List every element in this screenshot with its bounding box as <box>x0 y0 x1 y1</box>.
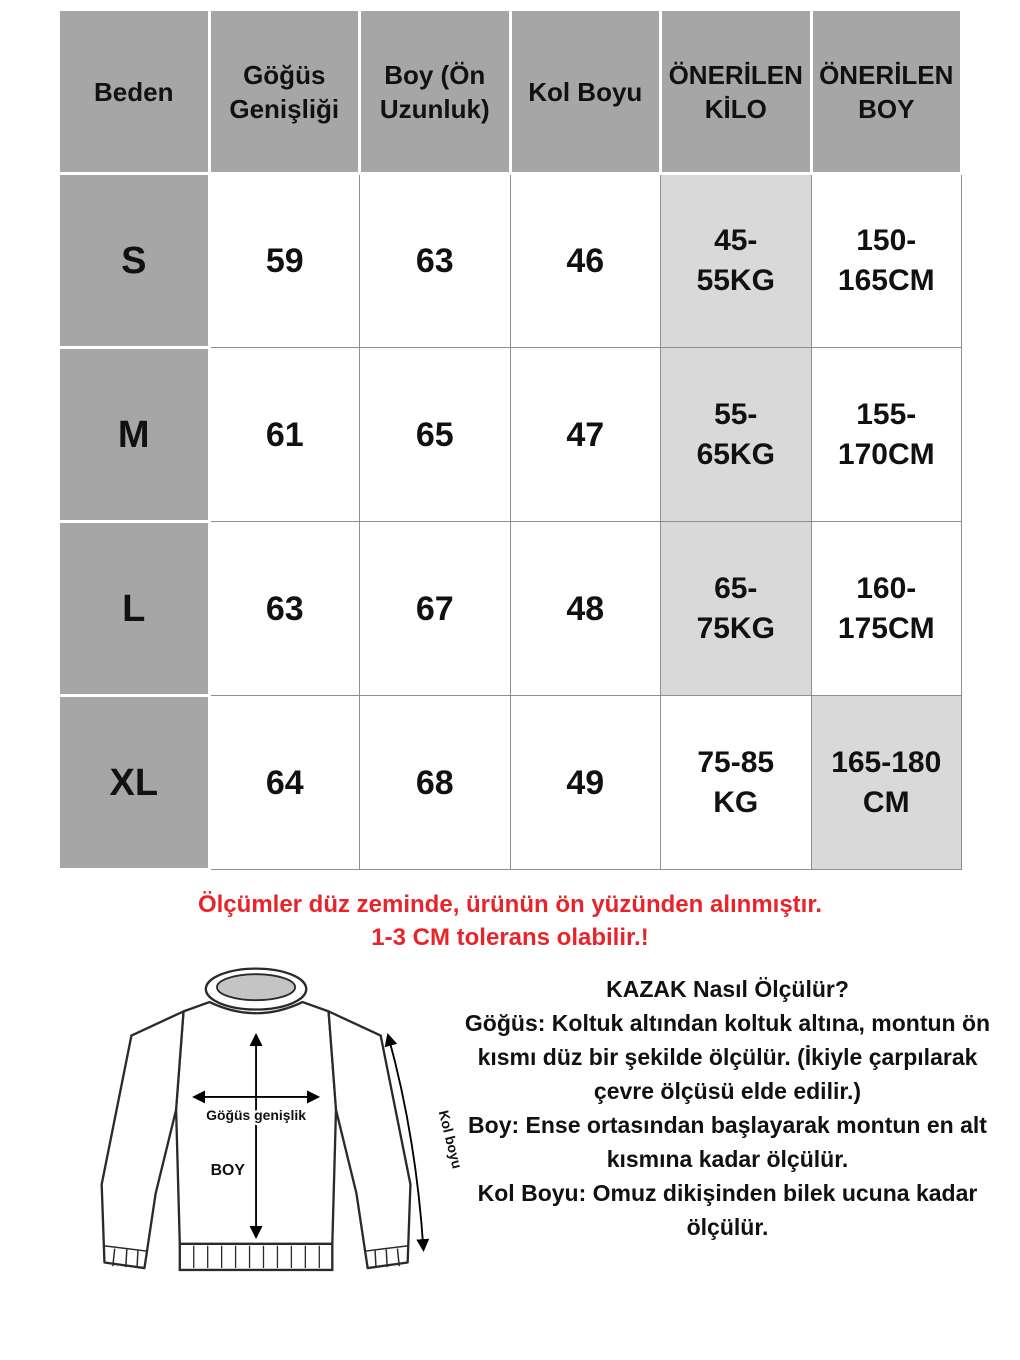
size-table <box>57 8 963 871</box>
sweater-hem <box>180 1244 333 1270</box>
cell-height: 155- 170CM <box>811 348 962 522</box>
header-row <box>59 10 962 174</box>
chest-width-label: Göğüs genişlik <box>206 1107 307 1124</box>
header-kol-boyu: Kol Boyu <box>510 10 661 174</box>
cell-weight: 75-85 KG <box>661 696 812 870</box>
cell-sleeve: 49 <box>510 696 661 870</box>
instructions-line: çevre ölçüsü elde edilir.) <box>593 1078 862 1104</box>
sleeve-length-label: Kol boyu <box>435 1108 466 1171</box>
measure-instructions <box>455 972 1000 1244</box>
sweater-diagram <box>70 950 470 1322</box>
cell-length: 68 <box>360 696 511 870</box>
cell-length: 65 <box>360 348 511 522</box>
cell-height: 150- 165CM <box>811 174 962 348</box>
measurement-note-line2: 1-3 CM tolerans olabilir.! <box>371 924 649 951</box>
header-beden: Beden <box>59 10 210 174</box>
instructions-line: kısmı düz bir şekilde ölçülür. (İkiyle çarpılarak <box>477 1044 978 1070</box>
table-row-l <box>59 522 962 696</box>
table-row-xl <box>59 696 962 870</box>
measurement-note-line1: Ölçümler düz zeminde, ürünün ön yüzünden alınmıştır. <box>197 891 823 918</box>
sweater-right-sleeve <box>329 1011 411 1268</box>
instructions-line: ölçülür. <box>686 1214 769 1240</box>
cell-chest: 63 <box>209 522 360 696</box>
instructions-title: KAZAK Nasıl Ölçülür? <box>606 976 849 1002</box>
table-row-m <box>59 348 962 522</box>
cell-height: 160- 175CM <box>811 522 962 696</box>
cell-length: 67 <box>360 522 511 696</box>
header-gogus-genisligi: Göğüs Genişliği <box>209 10 360 174</box>
sweater-left-sleeve <box>102 1011 184 1268</box>
header-onerilen-kilo: ÖNERİLEN KİLO <box>661 10 812 174</box>
cell-size: S <box>59 174 210 348</box>
cell-chest: 64 <box>209 696 360 870</box>
instructions-line: Boy: Ense ortasından başlayarak montun en alt <box>468 1112 987 1138</box>
instructions-line: Kol Boyu: Omuz dikişinden bilek ucuna kadar <box>477 1180 978 1206</box>
size-table-head <box>59 10 962 174</box>
cell-chest: 59 <box>209 174 360 348</box>
cell-weight: 65- 75KG <box>661 522 812 696</box>
cell-size: XL <box>59 696 210 870</box>
collar-inner <box>217 974 295 1000</box>
instructions-line: Göğüs: Koltuk altından koltuk altına, montun ön <box>464 1010 991 1036</box>
sweater-drawing <box>70 950 470 1322</box>
cell-sleeve: 46 <box>510 174 661 348</box>
measurement-note <box>0 888 1020 954</box>
cell-size: M <box>59 348 210 522</box>
instructions-line: kısmına kadar ölçülür. <box>606 1146 849 1172</box>
cell-weight: 55- 65KG <box>661 348 812 522</box>
header-boy-on-uzunluk: Boy (Ön Uzunluk) <box>360 10 511 174</box>
cell-chest: 61 <box>209 348 360 522</box>
cell-sleeve: 47 <box>510 348 661 522</box>
size-table-wrap <box>57 8 963 871</box>
length-label: BOY <box>210 1162 245 1180</box>
cell-size: L <box>59 522 210 696</box>
table-row-s <box>59 174 962 348</box>
header-onerilen-boy: ÖNERİLEN BOY <box>811 10 962 174</box>
size-table-body <box>59 174 962 870</box>
cell-sleeve: 48 <box>510 522 661 696</box>
cell-weight: 45- 55KG <box>661 174 812 348</box>
cell-height: 165-180 CM <box>811 696 962 870</box>
cell-length: 63 <box>360 174 511 348</box>
